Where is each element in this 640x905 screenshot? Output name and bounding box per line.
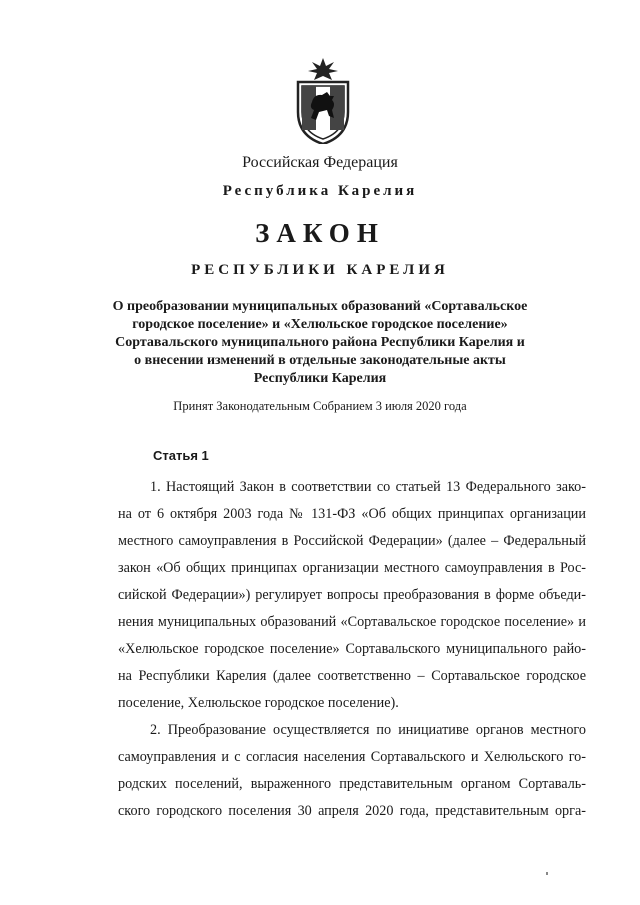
article-line: закон «Об общих принципах организации местного самоуправления в Рос-	[118, 560, 586, 576]
article-line: самоуправления и с согласия населения Сортавальского и Хелюльского го-	[118, 749, 586, 765]
law-name-line: Республики Карелия	[253, 371, 387, 386]
republic-name: Республика Карелия	[222, 183, 418, 199]
article-line: местного самоуправления в Российской Федерации» (далее – Федеральный	[118, 533, 586, 549]
article-line: на от 6 октября 2003 года № 131-ФЗ «Об общих принципах организации	[118, 506, 586, 522]
article-line: сийской Федерации») регулирует вопросы преобразования в форме объеди-	[118, 587, 586, 603]
article-line: ского городского поселения 30 апреля 2020 года, представительным орга-	[118, 803, 586, 819]
article-line: поселение, Хелюльское городское поселение).	[118, 695, 399, 711]
article-line: 1. Настоящий Закон в соответствии со статьей 13 Федерального зако-	[150, 479, 586, 495]
article-line: 2. Преобразование осуществляется по инициативе органов местного	[150, 722, 586, 738]
law-name-line: городское поселение» и «Хелюльское городское поселение»	[132, 317, 508, 332]
law-title: ЗАКОН	[255, 218, 385, 248]
law-name-line: О преобразовании муниципальных образований «Сортавальское	[112, 299, 528, 314]
article-line: на Республики Карелия (далее соответственно – Сортавальское городское	[118, 668, 586, 684]
article-heading: Статья 1	[153, 448, 209, 463]
article-line: «Хелюльское городское поселение» Сортавальского муниципального райо-	[118, 641, 586, 657]
law-name-line: Сортавальского муниципального района Республики Карелия и	[115, 335, 525, 350]
karelia-coat-of-arms-icon	[294, 58, 352, 144]
article-line: нения муниципальных образований «Сортавальское городское поселение» и	[118, 614, 586, 630]
article-line: родских поселений, выраженного представительным органом Сортаваль-	[118, 776, 586, 792]
law-name	[0, 298, 640, 388]
law-subtitle: РЕСПУБЛИКИ КАРЕЛИЯ	[191, 262, 449, 278]
country-name: Российская Федерация	[242, 154, 398, 171]
scan-speck	[546, 872, 548, 875]
law-name-line: о внесении изменений в отдельные законодательные акты	[134, 353, 506, 368]
adoption-note: Принят Законодательным Собранием 3 июля 2020 года	[173, 399, 467, 413]
